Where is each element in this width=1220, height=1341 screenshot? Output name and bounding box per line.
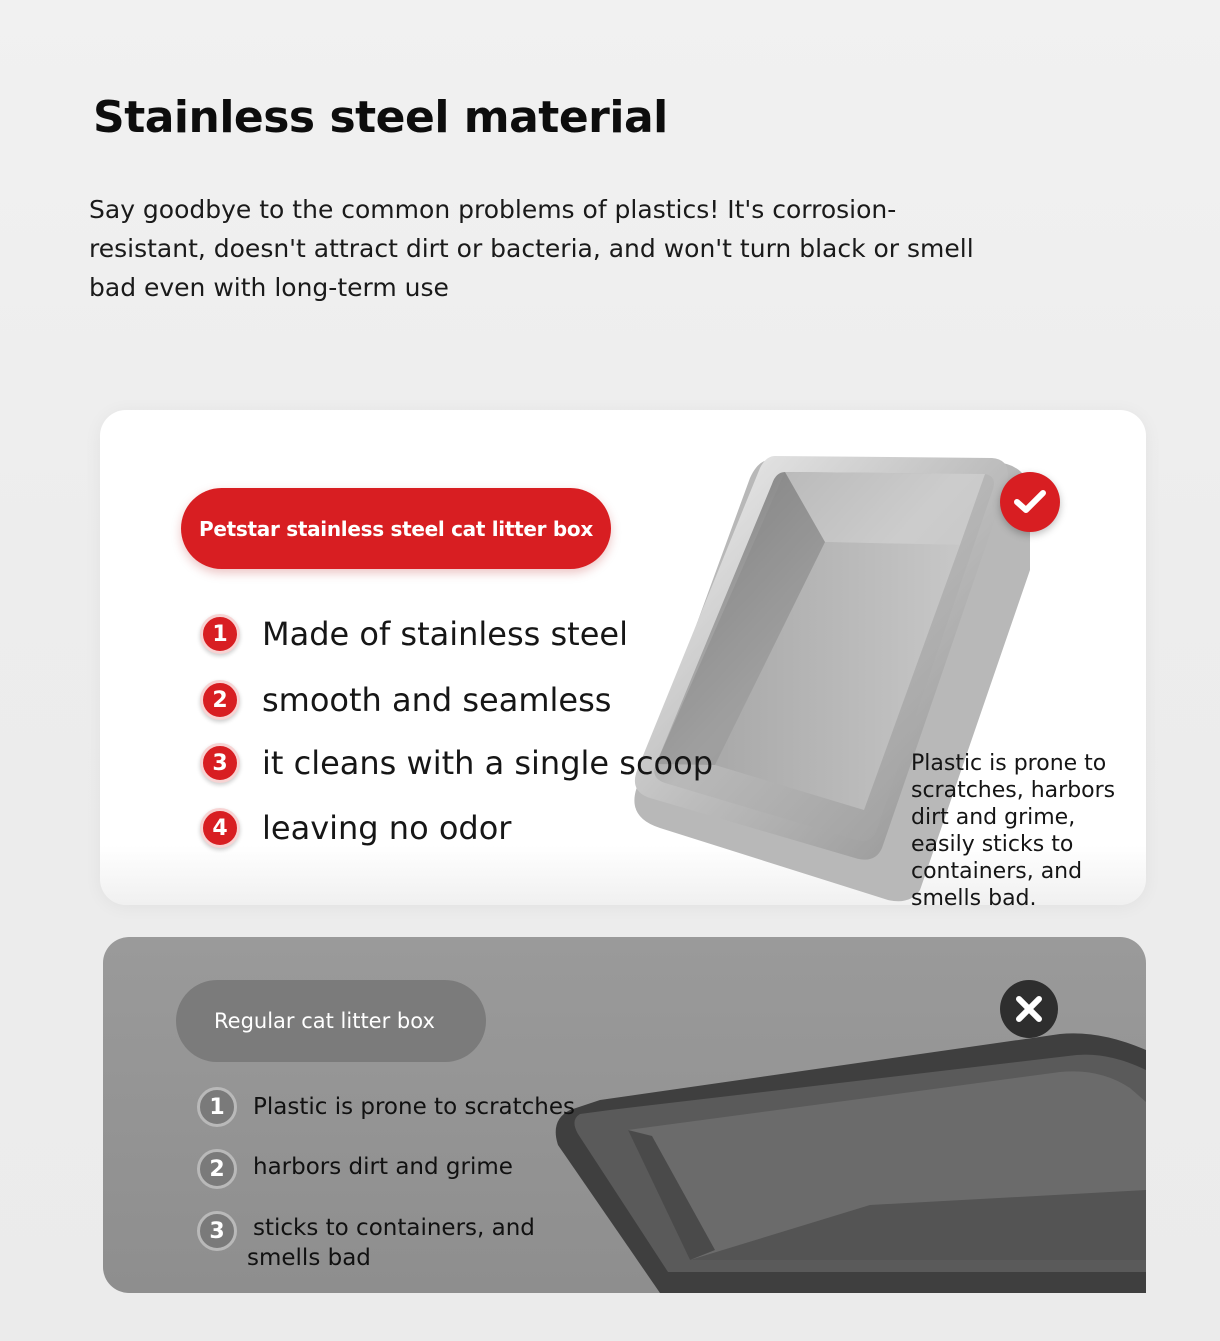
stainless-label-pill: Petstar stainless steel cat litter box: [181, 488, 611, 569]
drawback-text: Plastic is prone to scratches: [253, 1094, 575, 1120]
checkmark-icon: [1000, 472, 1060, 532]
number-badge: 2: [197, 1149, 237, 1189]
feature-text: it cleans with a single scoop: [262, 744, 713, 782]
feature-text: leaving no odor: [262, 809, 512, 847]
number-badge: 1: [197, 1087, 237, 1127]
plastic-litter-box-image: [540, 1010, 1146, 1293]
number-badge: 3: [197, 1211, 237, 1251]
stainless-feature-2: [200, 680, 611, 720]
number-badge: 1: [200, 614, 240, 654]
regular-drawback-2: [197, 1149, 513, 1189]
feature-text: smooth and seamless: [262, 681, 612, 719]
x-icon: [1000, 980, 1058, 1038]
side-note: Plastic is prone to scratches, harbors dirt and grime, easily sticks to containers, and smells bad.: [911, 751, 1116, 911]
drawback-text: harbors dirt and grime: [253, 1154, 513, 1180]
feature-text: Made of stainless steel: [262, 615, 628, 653]
regular-drawback-1: [197, 1087, 575, 1127]
number-badge: 2: [200, 680, 240, 720]
stainless-feature-3: [200, 743, 713, 783]
drawback-text: sticks to containers, and: [253, 1215, 535, 1241]
regular-drawback-3: [197, 1211, 535, 1273]
number-badge: 3: [200, 743, 240, 783]
stainless-feature-4: [200, 808, 511, 848]
page-title: Stainless steel material: [93, 92, 668, 143]
drawback-text-continued: smells bad: [247, 1245, 371, 1271]
stainless-feature-1: [200, 614, 628, 654]
intro-paragraph: Say goodbye to the common problems of plastics! It's corrosion-resistant, doesn't attract dirt or bacteria, and won't turn black or smell bad even with long-term use: [89, 195, 974, 302]
number-badge: 4: [200, 808, 240, 848]
regular-label-pill: Regular cat litter box: [176, 980, 486, 1062]
